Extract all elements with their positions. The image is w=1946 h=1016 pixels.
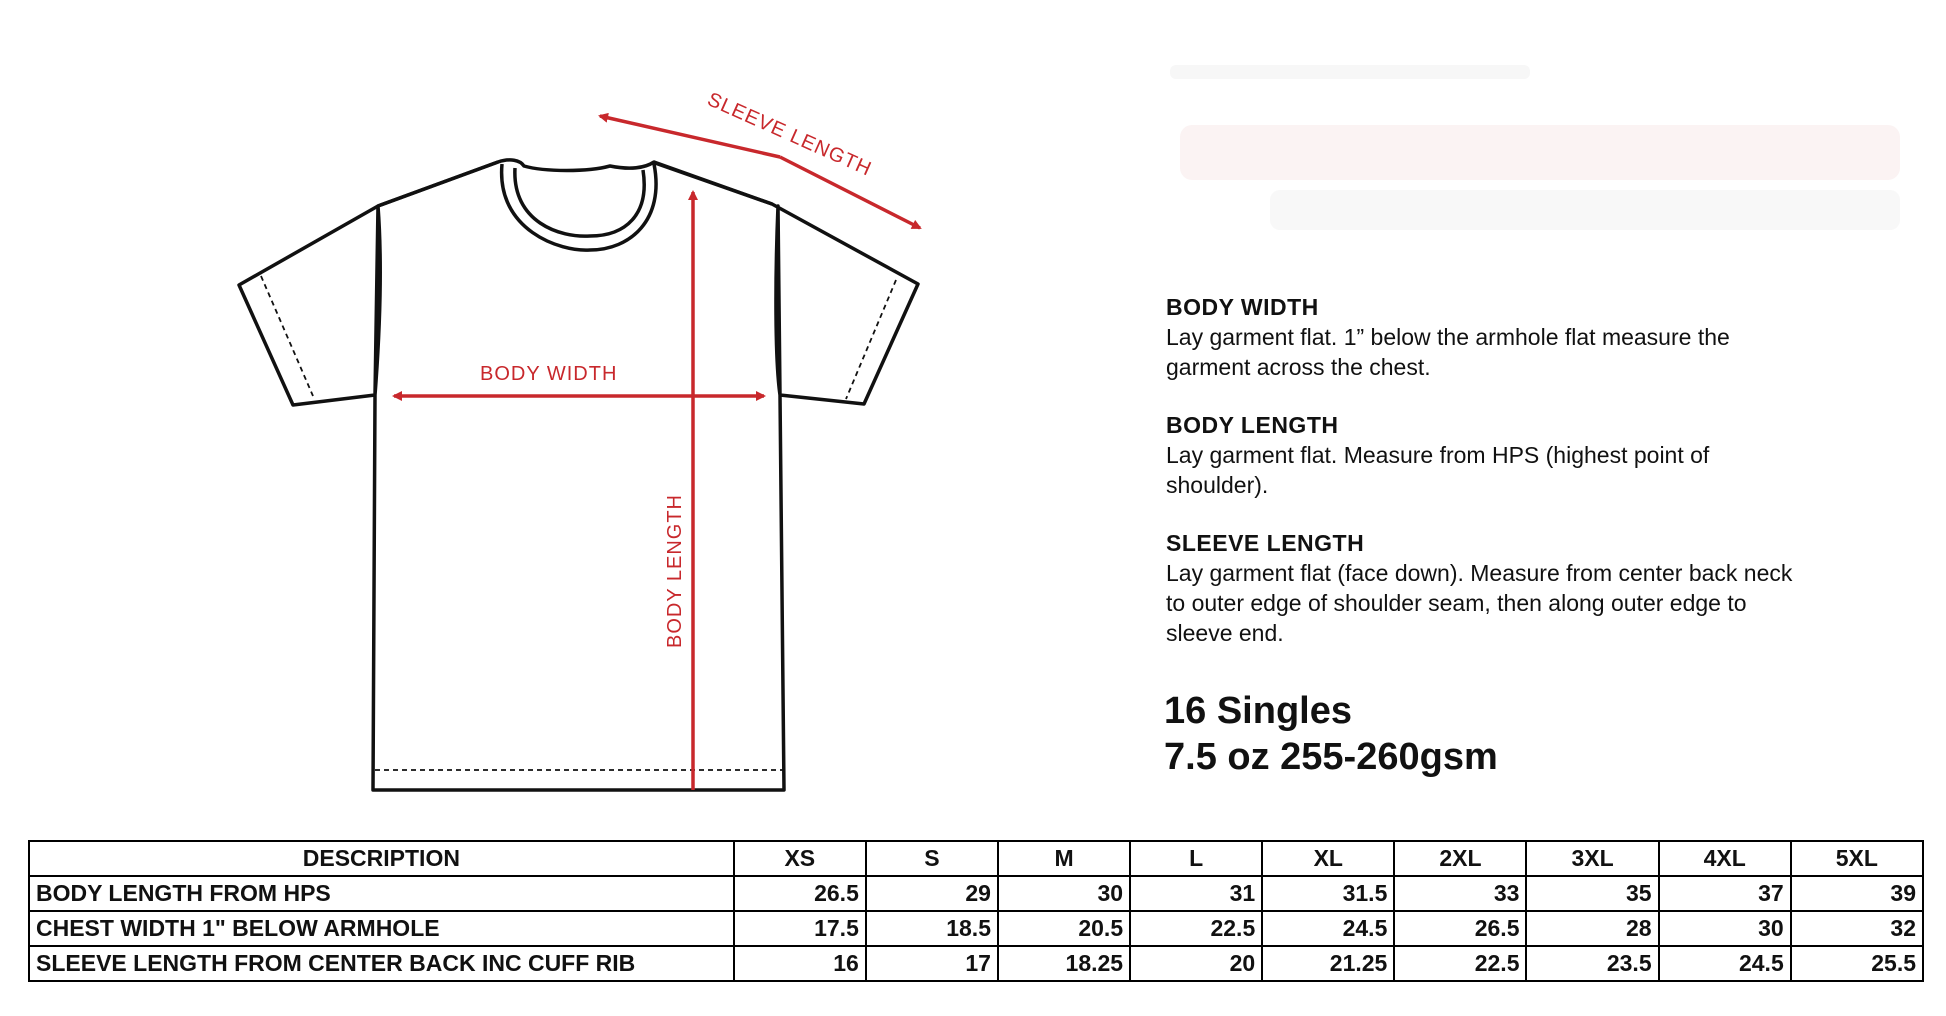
- instruction-sleeve-length: [1166, 528, 1806, 648]
- instruction-text: Lay garment flat (face down). Measure from center back neck to outer edge of shoulder seam, then along outer edge to sleeve end.: [1166, 560, 1793, 646]
- table-cell: 18.25: [998, 946, 1130, 981]
- table-cell: 23.5: [1526, 946, 1658, 981]
- body-length-label: BODY LENGTH: [664, 494, 686, 648]
- instruction-title: SLEEVE LENGTH: [1166, 530, 1365, 556]
- table-cell: 20: [1130, 946, 1262, 981]
- instruction-title: BODY WIDTH: [1166, 294, 1319, 320]
- table-cell: 30: [998, 876, 1130, 911]
- row-label: SLEEVE LENGTH FROM CENTER BACK INC CUFF RIB: [29, 946, 734, 981]
- tshirt-outline: [239, 160, 918, 790]
- instruction-body-width: [1166, 292, 1806, 382]
- column-header: 4XL: [1659, 841, 1791, 876]
- fabric-spec: [1164, 688, 1498, 780]
- fabric-weight: 7.5 oz 255-260gsm: [1164, 736, 1498, 778]
- faded-logo-watermark: [1160, 40, 1920, 240]
- tshirt-diagram: [0, 0, 1000, 820]
- table-cell: 16: [734, 946, 866, 981]
- table-cell: 33: [1394, 876, 1526, 911]
- instruction-text: Lay garment flat. Measure from HPS (highest point of shoulder).: [1166, 442, 1710, 498]
- body-width-label: BODY WIDTH: [480, 363, 618, 385]
- column-header: DESCRIPTION: [29, 841, 734, 876]
- column-header: S: [866, 841, 998, 876]
- stitch-lines: [261, 276, 896, 770]
- table-cell: 28: [1526, 911, 1658, 946]
- size-chart-table: [28, 840, 1924, 982]
- table-cell: 35: [1526, 876, 1658, 911]
- column-header: XS: [734, 841, 866, 876]
- table-cell: 26.5: [1394, 911, 1526, 946]
- table-header-row: [29, 841, 1923, 876]
- table-row: [29, 911, 1923, 946]
- column-header: L: [1130, 841, 1262, 876]
- table-cell: 32: [1791, 911, 1923, 946]
- table-cell: 25.5: [1791, 946, 1923, 981]
- measurement-arrows: [394, 116, 920, 790]
- fabric-singles: 16 Singles: [1164, 690, 1352, 732]
- table-cell: 30: [1659, 911, 1791, 946]
- table-cell: 17: [866, 946, 998, 981]
- table-cell: 24.5: [1262, 911, 1394, 946]
- table-cell: 29: [866, 876, 998, 911]
- table-cell: 20.5: [998, 911, 1130, 946]
- table-cell: 21.25: [1262, 946, 1394, 981]
- column-header: 5XL: [1791, 841, 1923, 876]
- instruction-body-length: [1166, 410, 1806, 500]
- table-cell: 17.5: [734, 911, 866, 946]
- row-label: CHEST WIDTH 1" BELOW ARMHOLE: [29, 911, 734, 946]
- table-cell: 31: [1130, 876, 1262, 911]
- column-header: 3XL: [1526, 841, 1658, 876]
- column-header: XL: [1262, 841, 1394, 876]
- column-header: M: [998, 841, 1130, 876]
- column-header: 2XL: [1394, 841, 1526, 876]
- measurement-instructions: [1166, 292, 1806, 676]
- table-cell: 39: [1791, 876, 1923, 911]
- table-cell: 22.5: [1130, 911, 1262, 946]
- table-cell: 31.5: [1262, 876, 1394, 911]
- sleeve-length-label: SLEEVE LENGTH: [703, 88, 876, 181]
- table-row: [29, 876, 1923, 911]
- table-row: [29, 946, 1923, 981]
- table-cell: 24.5: [1659, 946, 1791, 981]
- instruction-text: Lay garment flat. 1” below the armhole flat measure the garment across the chest.: [1166, 324, 1730, 380]
- table-cell: 18.5: [866, 911, 998, 946]
- table-cell: 37: [1659, 876, 1791, 911]
- row-label: BODY LENGTH FROM HPS: [29, 876, 734, 911]
- table-cell: 26.5: [734, 876, 866, 911]
- table-cell: 22.5: [1394, 946, 1526, 981]
- instruction-title: BODY LENGTH: [1166, 412, 1339, 438]
